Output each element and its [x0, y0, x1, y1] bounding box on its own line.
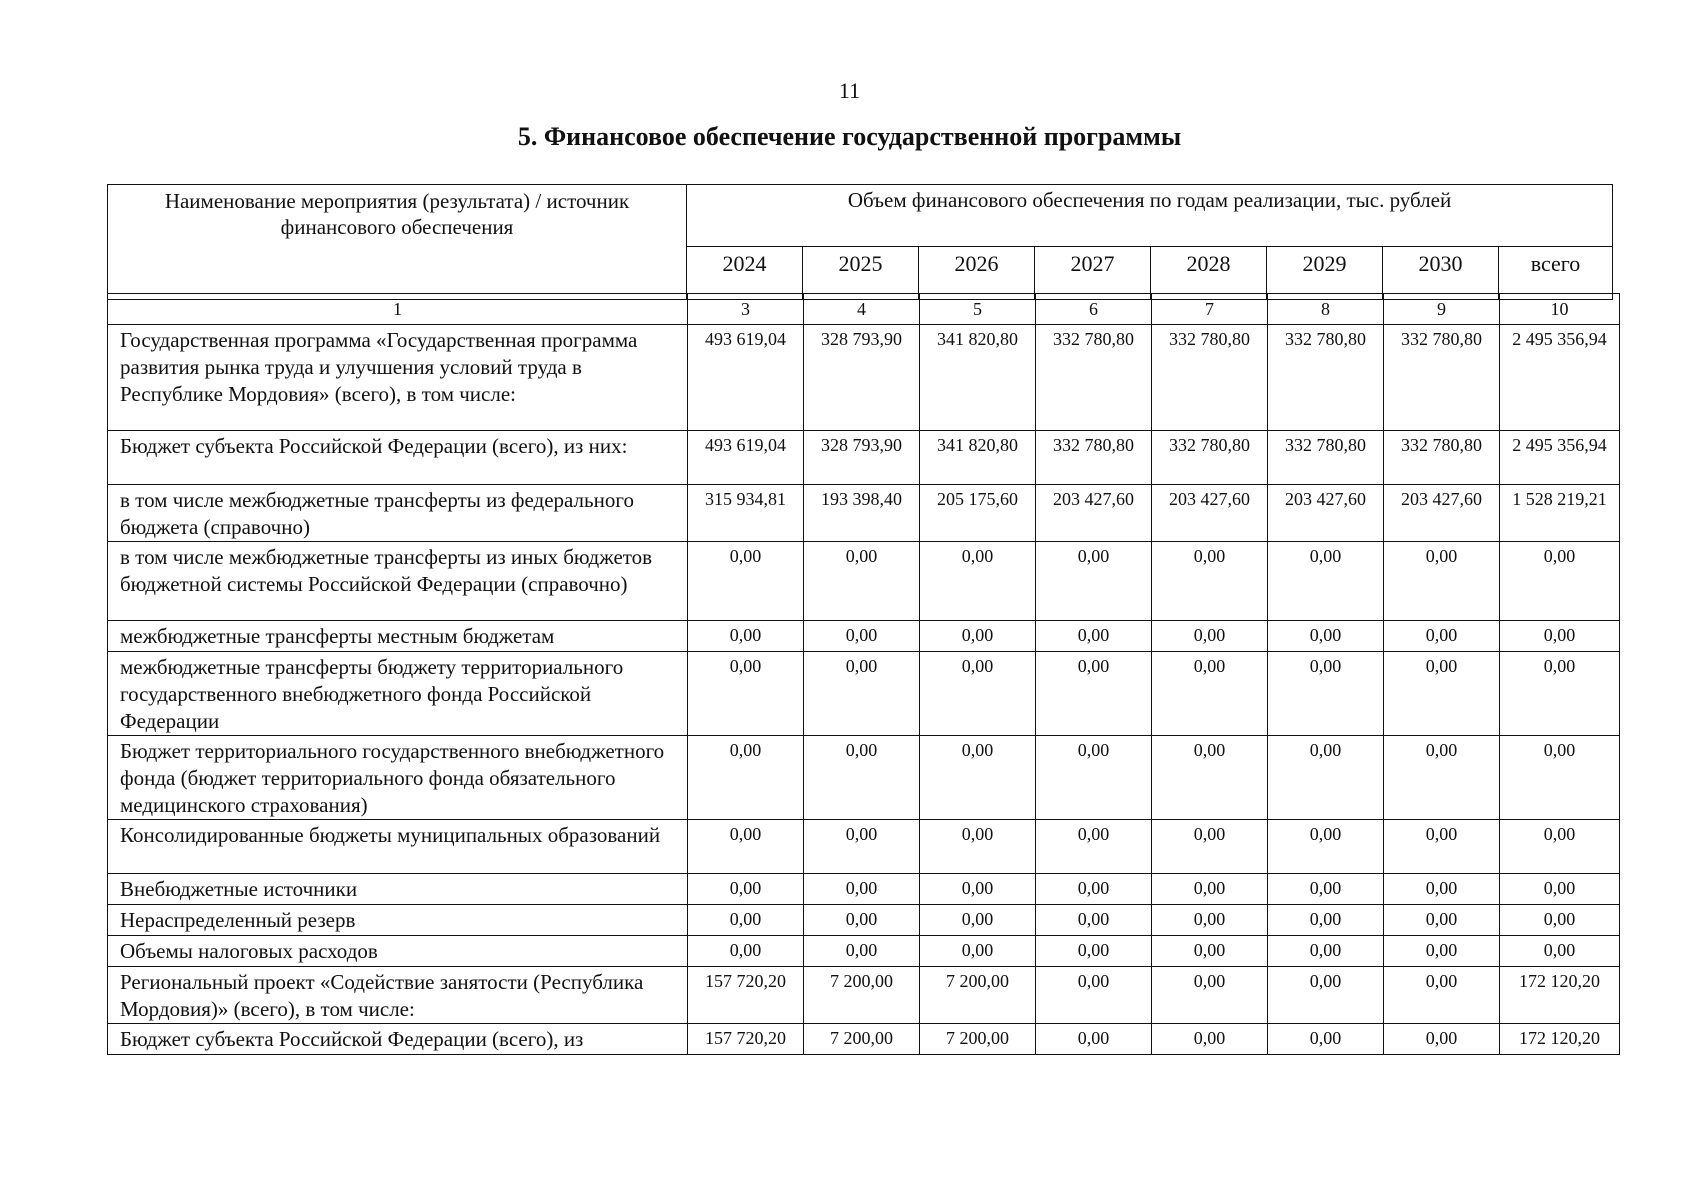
row-value: 332 780,80 [1152, 431, 1268, 485]
table-row [108, 325, 1620, 431]
table-row [108, 1024, 1620, 1055]
row-value: 0,00 [1384, 621, 1500, 652]
row-value: 0,00 [920, 542, 1036, 621]
row-value: 0,00 [1152, 905, 1268, 936]
row-total: 0,00 [1500, 621, 1620, 652]
row-total: 172 120,20 [1500, 967, 1620, 1024]
row-name: межбюджетные трансферты местным бюджетам [108, 621, 688, 652]
row-value: 0,00 [1384, 936, 1500, 967]
row-value: 0,00 [688, 905, 804, 936]
row-total: 0,00 [1500, 820, 1620, 874]
row-total: 0,00 [1500, 652, 1620, 736]
row-value: 0,00 [1384, 905, 1500, 936]
row-value: 0,00 [1152, 652, 1268, 736]
row-value: 0,00 [1384, 542, 1500, 621]
row-value: 7 200,00 [804, 967, 920, 1024]
row-value: 0,00 [1152, 542, 1268, 621]
row-value: 0,00 [688, 621, 804, 652]
row-value: 0,00 [804, 905, 920, 936]
row-name: в том числе межбюджетные трансферты из федерального бюджета (справочно) [108, 485, 688, 542]
column-number-row [108, 294, 1620, 325]
row-value: 7 200,00 [920, 1024, 1036, 1055]
row-value: 0,00 [1268, 621, 1384, 652]
column-number: 6 [1036, 294, 1152, 325]
year-header: 2024 [687, 247, 803, 300]
year-header: 2027 [1035, 247, 1151, 300]
row-value: 7 200,00 [804, 1024, 920, 1055]
row-value: 0,00 [1268, 967, 1384, 1024]
year-header: 2030 [1383, 247, 1499, 300]
column-number: 5 [920, 294, 1036, 325]
row-value: 157 720,20 [688, 967, 804, 1024]
row-value: 0,00 [1384, 820, 1500, 874]
row-value: 332 780,80 [1268, 325, 1384, 431]
year-header: 2025 [803, 247, 919, 300]
row-value: 0,00 [1152, 967, 1268, 1024]
row-name: Объемы налоговых расходов [108, 936, 688, 967]
table-row [108, 736, 1620, 820]
row-name: Внебюджетные источники [108, 874, 688, 905]
row-value: 0,00 [1036, 874, 1152, 905]
row-value: 0,00 [804, 736, 920, 820]
row-value: 0,00 [804, 874, 920, 905]
row-value: 0,00 [688, 542, 804, 621]
row-total: 172 120,20 [1500, 1024, 1620, 1055]
row-value: 0,00 [1036, 621, 1152, 652]
table-body [108, 294, 1620, 1055]
row-value: 0,00 [1036, 736, 1152, 820]
row-value: 203 427,60 [1384, 485, 1500, 542]
row-value: 0,00 [1152, 936, 1268, 967]
row-total: 0,00 [1500, 542, 1620, 621]
row-name: Нераспределенный резерв [108, 905, 688, 936]
row-name: Бюджет территориального государственного внебюджетного фонда (бюджет территориального фонда обязательного медицинского страхования) [108, 736, 688, 820]
table-row [108, 542, 1620, 621]
row-value: 0,00 [920, 936, 1036, 967]
row-total: 2 495 356,94 [1500, 431, 1620, 485]
row-value: 0,00 [804, 936, 920, 967]
row-value: 0,00 [1036, 542, 1152, 621]
row-value: 0,00 [688, 874, 804, 905]
table-row [108, 905, 1620, 936]
row-total: 2 495 356,94 [1500, 325, 1620, 431]
row-value: 0,00 [1036, 652, 1152, 736]
table-row [108, 967, 1620, 1024]
row-value: 328 793,90 [804, 325, 920, 431]
row-value: 0,00 [1036, 905, 1152, 936]
row-value: 332 780,80 [1384, 431, 1500, 485]
row-value: 493 619,04 [688, 325, 804, 431]
row-value: 332 780,80 [1268, 431, 1384, 485]
row-value: 332 780,80 [1152, 325, 1268, 431]
row-name: межбюджетные трансферты бюджету территориального государственного внебюджетного фонда Российской Федерации [108, 652, 688, 736]
row-value: 0,00 [688, 936, 804, 967]
row-value: 0,00 [1268, 542, 1384, 621]
row-total: 1 528 219,21 [1500, 485, 1620, 542]
row-value: 0,00 [1036, 820, 1152, 874]
row-value: 0,00 [1036, 1024, 1152, 1055]
row-value: 0,00 [1152, 820, 1268, 874]
row-value: 0,00 [1268, 936, 1384, 967]
row-value: 0,00 [920, 736, 1036, 820]
row-value: 0,00 [920, 874, 1036, 905]
row-value: 0,00 [1268, 736, 1384, 820]
row-total: 0,00 [1500, 905, 1620, 936]
row-value: 0,00 [804, 542, 920, 621]
row-value: 0,00 [920, 621, 1036, 652]
row-value: 0,00 [920, 905, 1036, 936]
row-value: 341 820,80 [920, 431, 1036, 485]
column-number: 9 [1384, 294, 1500, 325]
row-value: 0,00 [1384, 1024, 1500, 1055]
row-value: 0,00 [1268, 820, 1384, 874]
table-row [108, 936, 1620, 967]
row-value: 203 427,60 [1036, 485, 1152, 542]
table-row [108, 621, 1620, 652]
row-value: 0,00 [1268, 874, 1384, 905]
row-name: Консолидированные бюджеты муниципальных образований [108, 820, 688, 874]
row-value: 203 427,60 [1268, 485, 1384, 542]
row-value: 0,00 [804, 652, 920, 736]
row-value: 193 398,40 [804, 485, 920, 542]
row-value: 341 820,80 [920, 325, 1036, 431]
table-row [108, 652, 1620, 736]
column-number: 10 [1500, 294, 1620, 325]
row-value: 0,00 [1384, 874, 1500, 905]
total-header: всего [1499, 247, 1613, 300]
row-value: 0,00 [1384, 736, 1500, 820]
row-value: 332 780,80 [1036, 325, 1152, 431]
row-value: 7 200,00 [920, 967, 1036, 1024]
row-value: 328 793,90 [804, 431, 920, 485]
column-number: 7 [1152, 294, 1268, 325]
row-value: 0,00 [1384, 967, 1500, 1024]
row-value: 0,00 [920, 820, 1036, 874]
row-value: 157 720,20 [688, 1024, 804, 1055]
row-value: 0,00 [920, 652, 1036, 736]
row-value: 0,00 [1268, 905, 1384, 936]
row-value: 0,00 [688, 820, 804, 874]
column-number: 3 [688, 294, 804, 325]
row-value: 493 619,04 [688, 431, 804, 485]
row-name: Бюджет субъекта Российской Федерации (всего), из них: [108, 431, 688, 485]
year-header: 2028 [1151, 247, 1267, 300]
column-number: 8 [1268, 294, 1384, 325]
table-row [108, 431, 1620, 485]
column-number: 4 [804, 294, 920, 325]
row-value: 0,00 [1384, 652, 1500, 736]
table-row [108, 820, 1620, 874]
page-title: 5. Финансовое обеспечение государственной программы [517, 122, 1182, 151]
row-value: 0,00 [688, 736, 804, 820]
row-value: 0,00 [1036, 967, 1152, 1024]
row-value: 0,00 [1152, 621, 1268, 652]
row-value: 332 780,80 [1384, 325, 1500, 431]
row-name: Бюджет субъекта Российской Федерации (всего), из [108, 1024, 688, 1055]
row-value: 332 780,80 [1036, 431, 1152, 485]
financing-group-header: Объем финансового обеспечения по годам реализации, тыс. рублей [687, 185, 1613, 247]
year-header: 2026 [919, 247, 1035, 300]
row-name: в том числе межбюджетные трансферты из иных бюджетов бюджетной системы Российской Федерации (справочно) [108, 542, 688, 621]
row-value: 0,00 [1268, 652, 1384, 736]
table-row [108, 874, 1620, 905]
financing-table-body [107, 293, 1620, 1055]
row-value: 0,00 [1268, 1024, 1384, 1055]
page-number: 11 [838, 78, 861, 103]
table-row [108, 485, 1620, 542]
financing-table-header [107, 184, 1613, 300]
row-value: 315 934,81 [688, 485, 804, 542]
column-number: 1 [108, 294, 688, 325]
row-value: 0,00 [1152, 736, 1268, 820]
row-value: 0,00 [1036, 936, 1152, 967]
name-column-header: Наименование мероприятия (результата) / источник финансового обеспечения [108, 185, 687, 300]
row-value: 0,00 [804, 621, 920, 652]
row-total: 0,00 [1500, 874, 1620, 905]
row-value: 0,00 [688, 652, 804, 736]
row-total: 0,00 [1500, 936, 1620, 967]
row-name: Государственная программа «Государственная программа развития рынка труда и улучшения условий труда в Республике Мордовия» (всего), в том числе: [108, 325, 688, 431]
row-value: 203 427,60 [1152, 485, 1268, 542]
row-total: 0,00 [1500, 736, 1620, 820]
row-value: 205 175,60 [920, 485, 1036, 542]
row-value: 0,00 [804, 820, 920, 874]
row-value: 0,00 [1152, 874, 1268, 905]
row-value: 0,00 [1152, 1024, 1268, 1055]
row-name: Региональный проект «Содействие занятости (Республика Мордовия)» (всего), в том числе: [108, 967, 688, 1024]
year-header: 2029 [1267, 247, 1383, 300]
